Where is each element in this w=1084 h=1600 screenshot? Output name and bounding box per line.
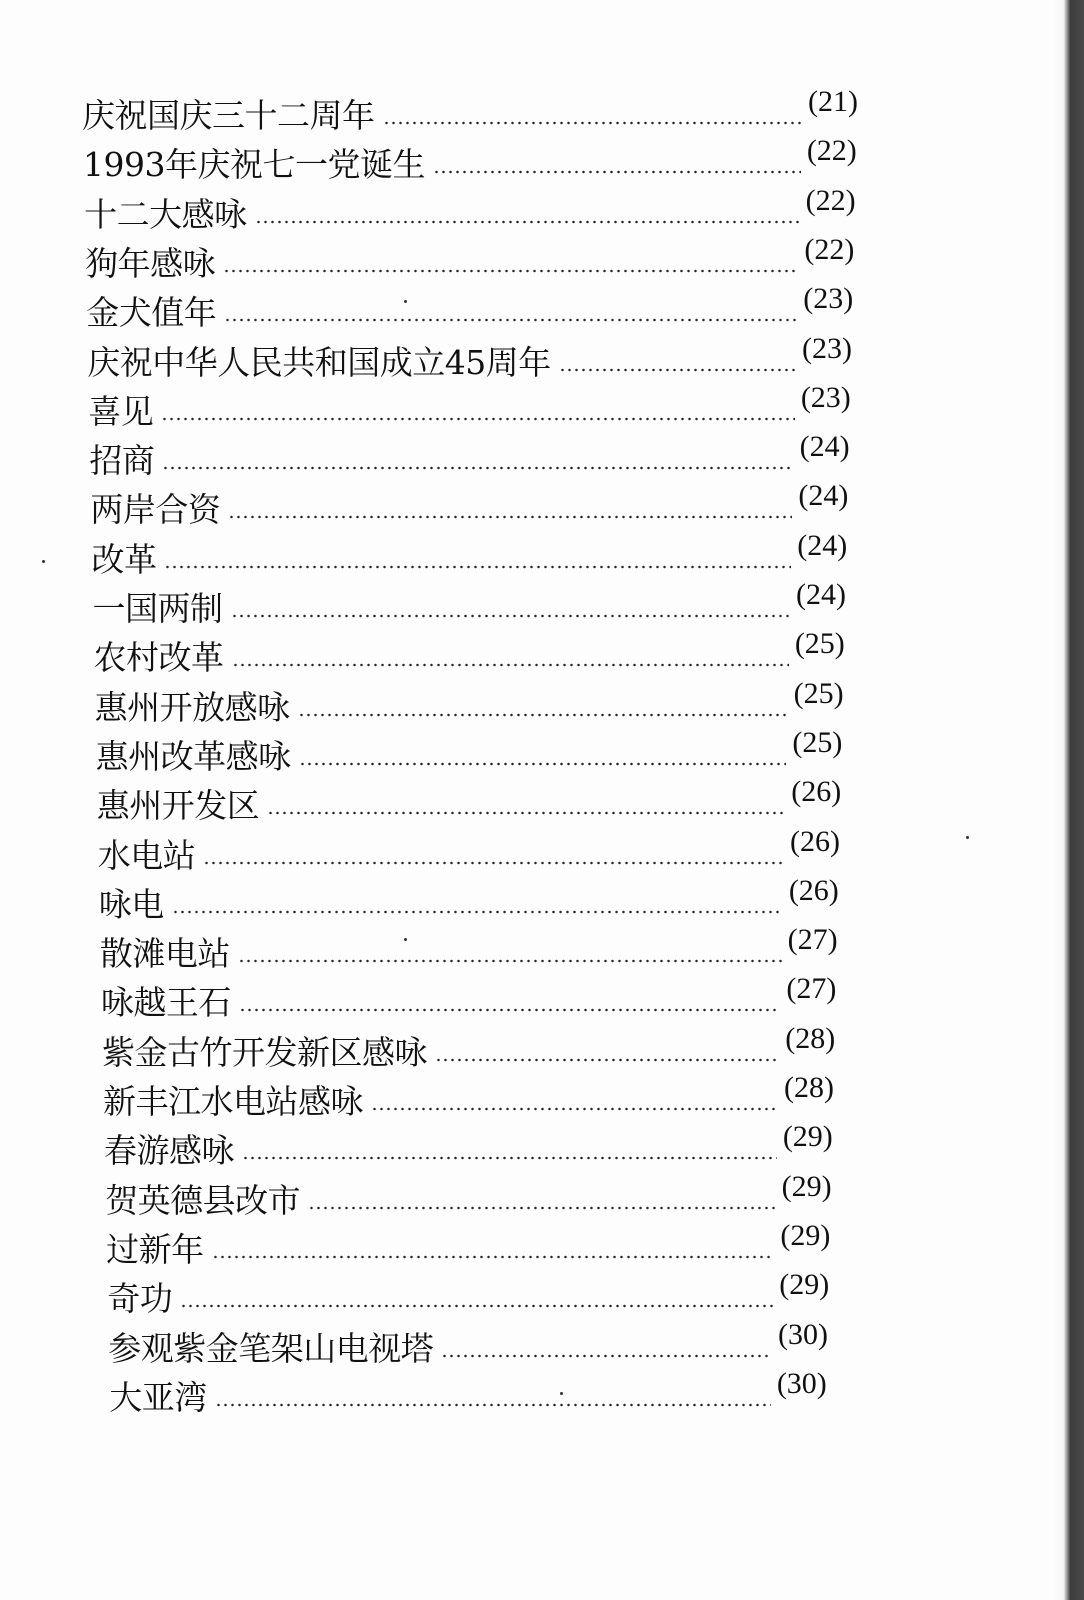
toc-entry-title: 大亚湾 bbox=[109, 1377, 207, 1417]
dot-leader bbox=[180, 1303, 773, 1309]
toc-entry-page-number: (30) bbox=[776, 1366, 827, 1400]
toc-entry-title: 奇功 bbox=[107, 1279, 173, 1319]
toc-entry bbox=[100, 972, 837, 1023]
toc-entry bbox=[91, 528, 848, 580]
dot-leader bbox=[231, 613, 791, 619]
toc-entry-page-number: (26) bbox=[788, 873, 839, 907]
dot-leader bbox=[299, 761, 787, 767]
toc-entry-title: 农村改革 bbox=[93, 638, 224, 678]
dot-leader bbox=[298, 712, 788, 718]
toc-entry-page-number: (25) bbox=[793, 676, 844, 710]
toc-entry-page-number: (21) bbox=[808, 85, 858, 118]
toc-entry-title: 散滩电站 bbox=[99, 934, 230, 974]
dot-leader bbox=[433, 169, 801, 175]
toc-entry-title: 十二大感咏 bbox=[84, 194, 247, 234]
toc-entry bbox=[104, 1120, 833, 1171]
toc-entry-title: 庆祝中华人民共和国成立45周年 bbox=[87, 342, 551, 382]
scan-speck bbox=[966, 836, 969, 839]
dot-leader bbox=[371, 1106, 778, 1112]
toc-entry bbox=[82, 85, 858, 136]
toc-entry-title: 1993年庆祝七一党诞生 bbox=[83, 145, 426, 185]
toc-entry-page-number: (23) bbox=[803, 282, 854, 316]
toc-entry bbox=[84, 183, 856, 235]
scan-speck bbox=[560, 1392, 563, 1395]
toc-entry bbox=[83, 134, 857, 185]
toc-entry-title: 参观紫金笔架山电视塔 bbox=[108, 1328, 434, 1368]
toc-entry bbox=[107, 1268, 830, 1319]
dot-leader bbox=[212, 1254, 775, 1260]
scan-speck bbox=[404, 938, 407, 941]
toc-entry bbox=[101, 1021, 836, 1073]
toc-entry-page-number: (28) bbox=[784, 1071, 834, 1104]
dot-leader bbox=[223, 268, 798, 274]
toc-entry bbox=[94, 676, 844, 728]
toc-entry-title: 紫金古竹开发新区感咏 bbox=[101, 1032, 427, 1072]
dot-leader bbox=[203, 860, 784, 866]
toc-entry-title: 惠州开发区 bbox=[96, 786, 260, 826]
toc-entry bbox=[93, 627, 845, 678]
scan-speck bbox=[404, 300, 407, 303]
toc-entry-page-number: (29) bbox=[780, 1218, 831, 1252]
toc-entry-page-number: (24) bbox=[797, 528, 848, 562]
dot-leader bbox=[255, 219, 800, 225]
toc-entry bbox=[106, 1218, 831, 1270]
toc-entry-title: 水电站 bbox=[97, 835, 196, 875]
toc-entry-page-number: (24) bbox=[796, 578, 846, 611]
toc-entry bbox=[89, 430, 850, 481]
dot-leader bbox=[161, 416, 795, 422]
toc-entry bbox=[86, 282, 854, 333]
dot-leader bbox=[441, 1353, 772, 1359]
toc-entry bbox=[88, 380, 851, 432]
toc-entry-page-number: (26) bbox=[791, 775, 842, 809]
dot-leader bbox=[559, 367, 796, 373]
toc-entry-title: 咏电 bbox=[98, 884, 164, 924]
dot-leader bbox=[162, 465, 793, 471]
toc-entry-title: 咏越王石 bbox=[100, 983, 231, 1023]
scan-speck bbox=[42, 560, 45, 563]
toc-entry bbox=[109, 1366, 827, 1418]
toc-entry-page-number: (28) bbox=[785, 1021, 836, 1055]
toc-entry bbox=[105, 1169, 832, 1221]
dot-leader bbox=[215, 1402, 771, 1408]
toc-entry-title: 两岸合资 bbox=[90, 490, 221, 530]
dot-leader bbox=[172, 909, 783, 915]
toc-entry-title: 惠州开放感咏 bbox=[94, 687, 290, 727]
toc-entry-page-number: (26) bbox=[790, 824, 840, 858]
dot-leader bbox=[224, 317, 797, 323]
toc-entry bbox=[90, 479, 849, 530]
toc-entry bbox=[97, 824, 840, 876]
toc-entry-title: 庆祝国庆三十二周年 bbox=[82, 96, 375, 135]
toc-entry-title: 招商 bbox=[89, 441, 155, 481]
toc-entry-page-number: (23) bbox=[802, 331, 852, 365]
toc-entry-page-number: (30) bbox=[778, 1317, 828, 1351]
toc-entry-page-number: (24) bbox=[798, 479, 849, 513]
toc-entry-page-number: (29) bbox=[779, 1268, 830, 1302]
dot-leader bbox=[164, 564, 791, 570]
toc-entry-title: 喜见 bbox=[88, 391, 154, 431]
toc-entry bbox=[103, 1071, 834, 1122]
toc-entry-page-number: (29) bbox=[782, 1120, 833, 1154]
toc-entry bbox=[99, 923, 838, 974]
toc-entry-title: 一国两制 bbox=[92, 589, 223, 628]
dot-leader bbox=[228, 514, 792, 520]
dot-leader bbox=[242, 1155, 777, 1161]
toc-entry-title: 新丰江水电站感咏 bbox=[103, 1082, 363, 1121]
toc-entry bbox=[98, 873, 839, 925]
toc-entry-title: 春游感咏 bbox=[104, 1131, 235, 1171]
dot-leader bbox=[267, 810, 785, 816]
toc-entry-page-number: (24) bbox=[799, 430, 850, 464]
toc-entry-page-number: (27) bbox=[786, 972, 837, 1006]
dot-leader bbox=[238, 958, 782, 964]
toc-entry bbox=[92, 578, 847, 629]
toc-entry-title: 金犬值年 bbox=[86, 293, 217, 333]
toc-entry-page-number: (25) bbox=[794, 627, 845, 661]
dot-leader bbox=[232, 662, 789, 668]
toc-entry-page-number: (27) bbox=[787, 923, 838, 957]
dot-leader bbox=[239, 1007, 781, 1013]
toc-entry-page-number: (22) bbox=[805, 183, 856, 217]
dot-leader bbox=[308, 1205, 776, 1211]
dot-leader bbox=[383, 120, 803, 126]
toc-entry bbox=[108, 1317, 828, 1369]
toc-entry bbox=[95, 725, 843, 777]
toc-entry-page-number: (25) bbox=[792, 725, 843, 759]
toc-entry-title: 狗年感咏 bbox=[85, 243, 216, 283]
dot-leader bbox=[435, 1057, 779, 1063]
toc-entry-page-number: (23) bbox=[800, 380, 851, 414]
toc-entry-title: 改革 bbox=[91, 539, 157, 579]
toc-entry bbox=[87, 331, 852, 383]
toc-entry bbox=[96, 775, 842, 826]
toc-entry-page-number: (22) bbox=[806, 134, 857, 168]
toc-entry bbox=[85, 232, 855, 284]
toc-entry-page-number: (22) bbox=[804, 232, 855, 266]
toc-entry-title: 惠州改革感咏 bbox=[95, 736, 291, 776]
toc-entry-title: 过新年 bbox=[106, 1229, 204, 1269]
toc-entry-page-number: (29) bbox=[781, 1169, 832, 1203]
toc-entry-title: 贺英德县改市 bbox=[105, 1180, 301, 1220]
